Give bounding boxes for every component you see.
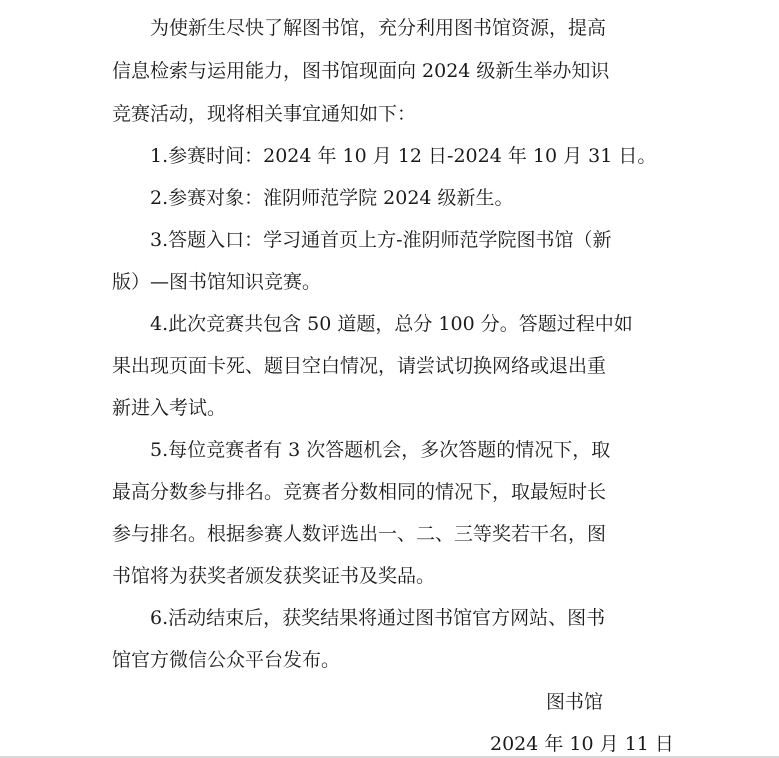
item-5-line-3: 参与排名。根据参赛人数评选出一、二、三等奖若干名，图 bbox=[112, 523, 607, 545]
item-4-line-2: 果出现页面卡死、题目空白情况，请尝试切换网络或退出重 bbox=[112, 355, 607, 377]
item-6-line-2: 馆官方微信公众平台发布。 bbox=[112, 649, 341, 671]
item-3-line-1: 3.答题入口：学习通首页上方-淮阴师范学院图书馆（新 bbox=[150, 229, 612, 251]
item-4-line-1: 4.此次竞赛共包含 50 道题，总分 100 分。答题过程中如 bbox=[150, 313, 633, 335]
item-5-line-4: 书馆将为获奖者颁发获奖证书及奖品。 bbox=[112, 565, 436, 587]
item-6-line-1: 6.活动结束后，获奖结果将通过图书馆官方网站、图书 bbox=[150, 607, 606, 629]
signature-organization: 图书馆 bbox=[546, 691, 604, 713]
item-4-line-3: 新进入考试。 bbox=[112, 397, 227, 419]
intro-line-2: 信息检索与运用能力，图书馆现面向 2024 级新生举办知识 bbox=[112, 60, 610, 82]
intro-line-1: 为使新生尽快了解图书馆，充分利用图书馆资源，提高 bbox=[150, 17, 607, 39]
intro-line-3: 竞赛活动，现将相关事宜通知如下： bbox=[112, 103, 417, 125]
signature-date: 2024 年 10 月 11 日 bbox=[490, 733, 674, 755]
item-3-line-2: 版）—图书馆知识竞赛。 bbox=[112, 271, 322, 293]
item-2-line-1: 2.参赛对象：淮阴师范学院 2024 级新生。 bbox=[150, 187, 514, 209]
item-1-line-1: 1.参赛时间：2024 年 10 月 12 日-2024 年 10 月 31 日。 bbox=[150, 145, 657, 167]
item-5-line-1: 5.每位竞赛者有 3 次答题机会，多次答题的情况下，取 bbox=[150, 439, 611, 461]
item-5-line-2: 最高分数参与排名。竞赛者分数相同的情况下，取最短时长 bbox=[112, 481, 607, 503]
